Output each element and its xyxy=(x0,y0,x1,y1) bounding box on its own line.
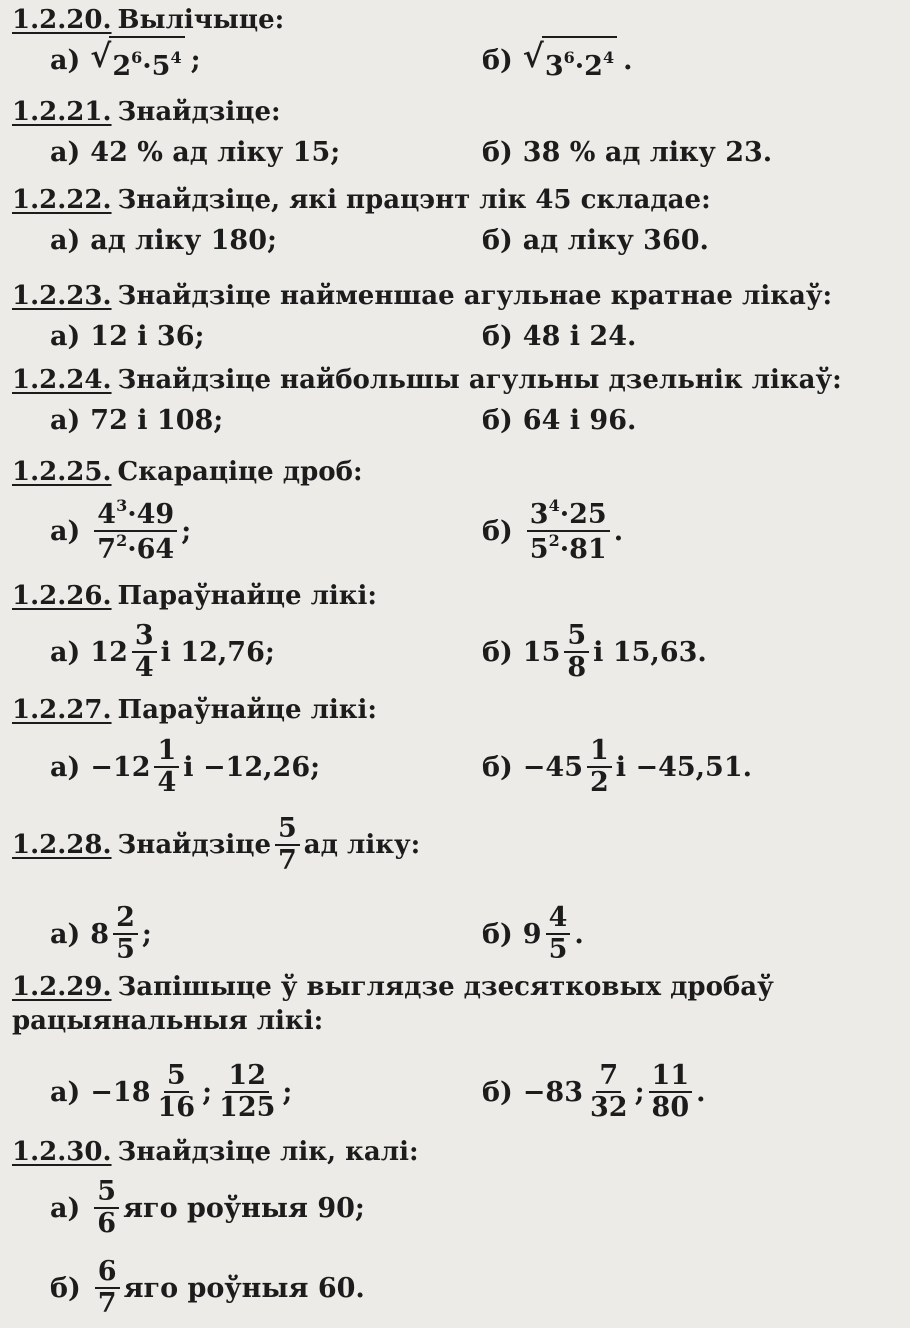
answer-row xyxy=(12,894,900,974)
exercise-number: 1.2.22. xyxy=(12,185,112,215)
radical-sign: √ xyxy=(522,36,544,75)
fraction: $\frac{5}{8}$ xyxy=(564,622,589,683)
exercise-1-2-28 xyxy=(12,814,900,974)
exercise-1-2-20 xyxy=(12,4,900,84)
exercise-title: Скараціце дроб: xyxy=(117,457,363,487)
fraction: $\frac{12}{125}$ xyxy=(219,1059,276,1123)
exercise-number: 1.2.21. xyxy=(12,97,112,127)
fraction: $\frac{7}{32}$ xyxy=(590,1059,628,1123)
exercise-title: Знайдзіце лік, калі: xyxy=(117,1137,419,1167)
radicand: $3^6\cdot 2^4$ xyxy=(542,36,617,85)
answer-row xyxy=(12,128,900,176)
exercise-heading xyxy=(12,694,900,726)
denominator: $5^2\cdot 81$ xyxy=(529,531,607,565)
exercise-1-2-29 xyxy=(12,970,900,1134)
exercise-heading xyxy=(12,364,900,396)
answer-row xyxy=(12,312,900,360)
exercise-title: Знайдзіце xyxy=(117,830,271,860)
item-a: а) −12 $\frac{1}{4}$ і −12,26; xyxy=(50,734,321,798)
title-fraction: $\frac{5}{7}$ xyxy=(275,815,300,876)
exercise-title: Параўнайце лікі: xyxy=(117,695,378,725)
square-root xyxy=(523,36,617,85)
item-b: б) 9 $\frac{4}{5}$ . xyxy=(482,901,584,965)
exercise-number: 1.2.27. xyxy=(12,695,112,725)
exercise-heading xyxy=(12,4,900,36)
exercise-1-2-23 xyxy=(12,280,900,360)
exercise-number: 1.2.28. xyxy=(12,830,112,860)
exercise-number: 1.2.24. xyxy=(12,365,112,395)
numerator: $3^4\cdot 25$ xyxy=(527,498,610,532)
exercise-number: 1.2.25. xyxy=(12,457,112,487)
answer-row xyxy=(12,1050,900,1134)
exercise-title: Знайдзіце найменшае агульнае кратнае лікаў: xyxy=(117,281,833,311)
item-a: а) $\frac{5}{6}$ яго роўныя 90; xyxy=(50,1175,365,1239)
item-b: б) 15 $\frac{5}{8}$ і 15,63. xyxy=(482,619,707,683)
exercise-1-2-25 xyxy=(12,456,900,574)
item-a: а) 72 і 108; xyxy=(50,404,224,436)
radicand: $2^6\cdot 5^4$ xyxy=(109,36,184,85)
exercise-1-2-30 xyxy=(12,1136,900,1328)
item-b: б) $\frac{3^4\cdot 25}{5^2\cdot 81}$ . xyxy=(482,495,624,565)
exercise-heading xyxy=(12,970,900,1038)
exercise-1-2-26 xyxy=(12,580,900,692)
fraction: $\frac{1}{4}$ xyxy=(154,737,179,798)
exercise-1-2-22 xyxy=(12,184,900,264)
exercise-heading: 1.2.28. Знайдзіце $\frac{5}{7}$ ад ліку: xyxy=(12,812,421,876)
fraction: $\frac{3}{4}$ xyxy=(132,622,157,683)
radical-sign: √ xyxy=(90,36,112,75)
item-label: б) xyxy=(482,44,513,76)
exercise-title: Знайдзіце, які працэнт лік 45 складае: xyxy=(117,185,711,215)
item-b: б) 38 % ад ліку 23. xyxy=(482,136,773,168)
exercise-heading xyxy=(12,1136,900,1168)
fraction: $\frac{4}{5}$ xyxy=(546,904,571,965)
exercise-title: Запішыце ў выглядзе дзесятковых дробаў рацыянальныя лікі: xyxy=(12,972,774,1036)
item-b: б) 64 і 96. xyxy=(482,404,637,436)
square-root xyxy=(90,36,184,85)
item-b: б) ад ліку 360. xyxy=(482,224,709,256)
item-label: а) xyxy=(50,44,81,76)
answer-row xyxy=(12,396,900,444)
item-a: а) 12 і 36; xyxy=(50,320,205,352)
item-b: б) $\frac{6}{7}$ яго роўныя 60. xyxy=(50,1255,365,1319)
answer-row-b xyxy=(12,1248,900,1328)
fraction: $\frac{11}{80}$ xyxy=(649,1062,693,1123)
exercise-heading xyxy=(12,580,900,612)
fraction: $\frac{5}{16}$ xyxy=(157,1059,196,1123)
fraction: $\frac{1}{2}$ xyxy=(587,737,612,798)
item-b: б) −45 $\frac{1}{2}$ і −45,51. xyxy=(482,734,753,798)
answer-row xyxy=(12,612,900,692)
exercise-1-2-21 xyxy=(12,96,900,176)
fraction: $\frac{6}{7}$ xyxy=(95,1258,120,1319)
exercise-title: Знайдзіце найбольшы агульны дзельнік лікаў: xyxy=(117,365,842,395)
fraction xyxy=(94,495,177,565)
answer-row xyxy=(12,36,900,84)
fraction xyxy=(527,495,610,565)
answer-row-a xyxy=(12,1168,900,1248)
item-a: а) $\frac{4^3\cdot 49}{7^2\cdot 64}$ ; xyxy=(50,495,192,565)
item-a: а) −18 $\frac{5}{16}$ ; $\frac{12}{125}$ ; xyxy=(50,1059,293,1123)
exercise-number: 1.2.30. xyxy=(12,1137,112,1167)
exercise-title: Параўнайце лікі: xyxy=(117,581,378,611)
exercise-number: 1.2.23. xyxy=(12,281,112,311)
exercise-heading xyxy=(12,456,900,488)
exercise-heading xyxy=(12,184,900,216)
exercise-heading xyxy=(12,96,900,128)
exercise-title: Знайдзіце: xyxy=(117,97,281,127)
item-a: а) 12 $\frac{3}{4}$ і 12,76; xyxy=(50,619,275,683)
answer-row xyxy=(12,488,900,574)
answer-row xyxy=(12,216,900,264)
exercise-number: 1.2.29. xyxy=(12,972,112,1002)
exercise-number: 1.2.26. xyxy=(12,581,112,611)
item-b: б) √ $3^6\cdot 2^4$ . xyxy=(482,36,633,84)
item-a: а) ад ліку 180; xyxy=(50,224,277,256)
item-a: а) √ $2^6\cdot 5^4$ ; xyxy=(50,36,201,84)
numerator: $4^3\cdot 49$ xyxy=(94,498,177,532)
item-a: а) 8 $\frac{2}{5}$ ; xyxy=(50,901,152,965)
exercise-1-2-27 xyxy=(12,694,900,808)
exercise-title: Вылічыце: xyxy=(117,5,285,35)
item-b: б) 48 і 24. xyxy=(482,320,637,352)
exercise-1-2-24 xyxy=(12,364,900,444)
fraction: $\frac{5}{6}$ xyxy=(94,1178,119,1239)
exercise-heading xyxy=(12,280,900,312)
item-b: б) −83 $\frac{7}{32}$ ; $\frac{11}{80}$ . xyxy=(482,1059,706,1123)
fraction: $\frac{2}{5}$ xyxy=(113,904,138,965)
exercise-number: 1.2.20. xyxy=(12,5,112,35)
denominator: $7^2\cdot 64$ xyxy=(97,531,175,565)
item-a: а) 42 % ад ліку 15; xyxy=(50,136,341,168)
answer-row xyxy=(12,726,900,808)
